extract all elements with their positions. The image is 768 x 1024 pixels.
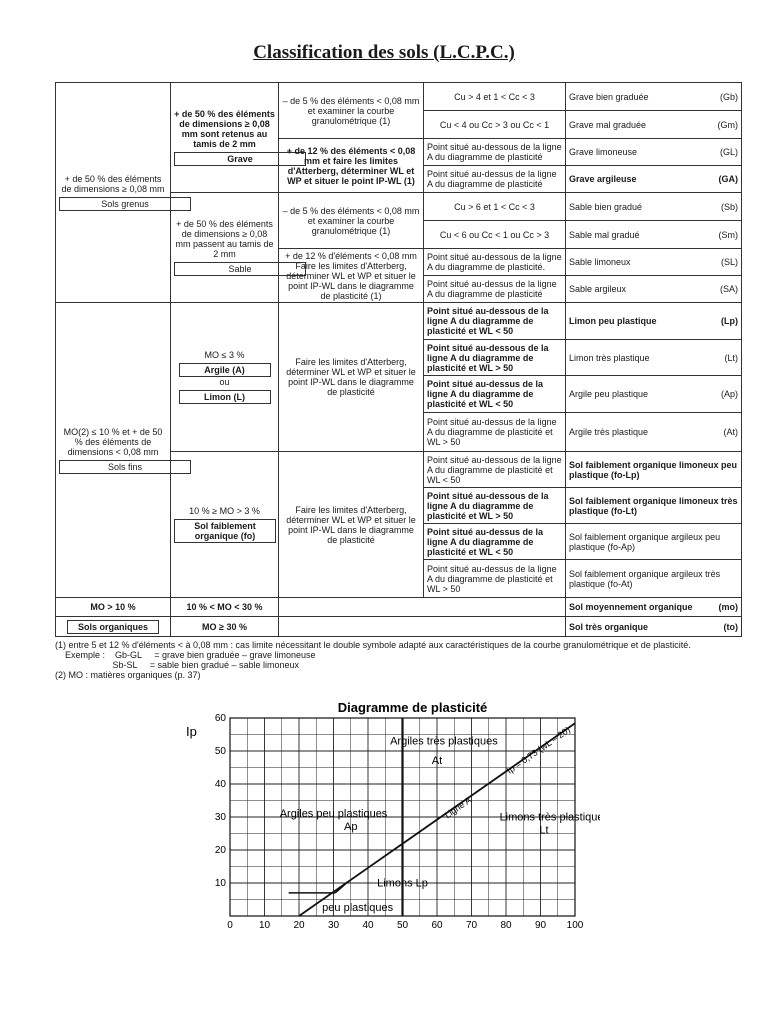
soil-symbol: (to)	[723, 621, 738, 632]
soil-name-cell: Grave mal graduée (Gm)	[566, 111, 742, 139]
mo-high-condition-cell: MO > 10 %	[56, 598, 171, 617]
soil-name-cell: Sable mal gradué (Sm)	[566, 221, 742, 249]
y-tick-label: 40	[214, 779, 226, 790]
soil-symbol: (fo-Ap)	[607, 541, 636, 552]
limon-box: Limon (L)	[179, 390, 271, 404]
soil-name-cell: Sol très organique (to)	[566, 617, 742, 637]
x-tick-label: 20	[293, 920, 305, 931]
soil-symbol: (fo-At)	[607, 578, 633, 589]
soil-name-cell: Sable bien gradué (Sb)	[566, 193, 742, 221]
organic-condition-cell: 10 % < MO < 30 %	[171, 598, 279, 617]
soil-symbol: (Lp)	[721, 316, 738, 326]
sols-organiques-cell	[56, 617, 171, 637]
sables-sub2: + de 12 % d'éléments < 0,08 mm Faire les limites d'Atterberg, déterminer WL et WP et situer le point IP-WL dans le diagramme de plasticité (1)	[279, 249, 424, 303]
soil-symbol: (GL)	[720, 147, 738, 157]
zone-label: Limons Lp	[377, 877, 428, 890]
zone-label: Argiles peu plastiques	[279, 808, 388, 820]
soil-symbol: (fo-Lt)	[611, 505, 638, 516]
graves-sub1: – de 5 % des éléments < 0,08 mm et examiner la courbe granulométrique (1)	[279, 83, 424, 139]
soil-symbol: (Gb)	[720, 91, 738, 102]
plasticity-chart	[180, 698, 600, 943]
criterion-cell: Point situé au-dessus de la ligne A du diagramme de plasticité	[424, 166, 566, 193]
classification-document	[55, 82, 741, 680]
soil-name-cell: Grave limoneuse (GL)	[566, 139, 742, 166]
zone-label: At	[431, 755, 443, 768]
criterion-cell: Cu > 6 et 1 < Cc < 3	[424, 193, 566, 221]
soil-name-cell: Argile peu plastique (Ap)	[566, 376, 742, 413]
x-tick-label: 30	[327, 920, 340, 931]
zone-label: peu plastiques	[322, 902, 394, 915]
zone-label: Lt	[539, 824, 549, 837]
x-tick-label: 60	[431, 920, 443, 931]
zone-label: Limons très plastiques	[499, 811, 600, 824]
zone-label: Argiles très plastiques	[390, 735, 498, 748]
criterion-cell: Point situé au-dessous de la ligne A du diagramme de plasticité	[424, 139, 566, 166]
soil-name-cell: Argile très plastique (At)	[566, 413, 742, 452]
ligne-a-label: Ligne A	[442, 794, 474, 821]
classification-table	[55, 82, 742, 637]
soil-name-cell: Sol moyennement organique (mo)	[566, 598, 742, 617]
criterion-cell: Point situé au-dessus de la ligne A du diagramme de plasticité et WL > 50	[424, 560, 566, 598]
soil-name-cell: Limon très plastique (Lt)	[566, 340, 742, 376]
y-tick-label: 30	[214, 812, 226, 823]
sol-faiblement-organique-box: Sol faiblement organique (fo)	[174, 519, 276, 543]
footnote-example-1: Exemple : Gb-GL = grave bien graduée – grave limoneuse	[55, 650, 316, 660]
sols-grenus-box: Sols grenus	[59, 197, 191, 211]
soil-name-cell: Limon peu plastique (Lp)	[566, 303, 742, 340]
criterion-cell: Point situé au-dessus de la ligne A du diagramme de plasticité et WL > 50	[424, 413, 566, 452]
sables-sub1: – de 5 % des éléments < 0,08 mm et examiner la courbe granulométrique (1)	[279, 193, 424, 249]
y-tick-label: 50	[214, 746, 226, 757]
soil-symbol: (Lt)	[724, 352, 738, 363]
soil-symbol: (GA)	[718, 174, 738, 184]
ligne-a-equation: Ip = 0,73 (wL – 20)	[504, 724, 573, 776]
footnote-2: (2) MO : matières organiques (p. 37)	[55, 670, 201, 680]
soil-symbol: (SA)	[720, 284, 738, 294]
criterion-cell: Cu < 4 ou Cc > 3 ou Cc < 1	[424, 111, 566, 139]
soil-symbol: (fo-Lp)	[611, 469, 640, 480]
soil-symbol: (Sb)	[720, 201, 738, 212]
x-tick-label: 40	[362, 920, 374, 931]
empty-cell	[279, 617, 566, 637]
criterion-cell: Point situé au-dessous de la ligne A du diagramme de plasticité et WL < 50	[424, 452, 566, 488]
criterion-cell: Point situé au-dessus de la ligne A du diagramme de plasticité et WL < 50	[424, 376, 566, 413]
soil-name-cell: Grave argileuse (GA)	[566, 166, 742, 193]
x-tick-label: 50	[396, 920, 409, 931]
mo-mid-sub: Faire les limites d'Atterberg, déterminer WL et WP et situer le point IP-WL dans le diagramme de plasticité	[279, 452, 424, 598]
soil-symbol: (Gm)	[717, 119, 738, 130]
mo-low-sub: Faire les limites d'Atterberg, déterminer WL et WP et situer le point IP-WL dans le diagramme de plasticité	[279, 303, 424, 452]
soil-symbol: (At)	[723, 427, 738, 437]
soil-name-cell: Sol faiblement organique limoneux très plastique (fo-Lt)	[566, 488, 742, 524]
footnote-example-2: Sb-SL = sable bien gradué – sable limoneux	[55, 660, 300, 670]
x-tick-label: 100	[566, 920, 584, 931]
criterion-cell: Point situé au-dessus de la ligne A du diagramme de plasticité	[424, 276, 566, 303]
criterion-cell: Cu > 4 et 1 < Cc < 3	[424, 83, 566, 111]
footnote-1: (1) entre 5 et 12 % d'éléments < à 0,08 mm : cas limite nécessitant le double symbole adapté aux caractéristiques de la courbe granulométrique et de plasticité.	[55, 640, 691, 650]
page-title: Classification des sols (L.C.P.C.)	[253, 42, 515, 63]
organic-condition-cell: MO ≥ 30 %	[171, 617, 279, 637]
sable-box: Sable	[174, 262, 306, 276]
chart-title: Diagramme de plasticité	[337, 700, 488, 715]
soil-symbol: (SL)	[720, 257, 738, 267]
y-tick-label: 10	[214, 878, 226, 889]
soil-name-cell: Grave bien graduée (Gb)	[566, 83, 742, 111]
mo-mid-condition-cell: 10 % ≥ MO > 3 % Sol faiblement organique (fo)	[171, 452, 279, 598]
soil-name-cell: Sol faiblement organique limoneux peu plastique (fo-Lp)	[566, 452, 742, 488]
soil-symbol: (mo)	[718, 602, 738, 612]
graves-condition-cell: + de 50 % des éléments de dimensions ≥ 0,08 mm sont retenus au tamis de 2 mm Grave	[171, 83, 279, 193]
soil-symbol: (Ap)	[720, 389, 738, 399]
x-tick-label: 90	[534, 920, 547, 931]
grave-box: Grave	[174, 152, 306, 166]
criterion-cell: Cu < 6 ou Cc < 1 ou Cc > 3	[424, 221, 566, 249]
soil-name-cell: Sable limoneux (SL)	[566, 249, 742, 276]
sols-grenus-cell: + de 50 % des éléments de dimensions ≥ 0,08 mm Sols grenus	[56, 83, 171, 303]
sols-fins-cell: MO(2) ≤ 10 % et + de 50 % des éléments de dimensions < 0,08 mm Sols fins	[56, 303, 171, 598]
criterion-cell: Point situé au-dessous de la ligne A du diagramme de plasticité et WL > 50	[424, 488, 566, 524]
footnotes	[55, 640, 741, 680]
y-axis-label: Ip	[186, 724, 197, 739]
sols-organiques-box: Sols organiques	[67, 620, 159, 634]
x-tick-label: 70	[465, 920, 478, 931]
plasticity-chart-svg	[180, 698, 600, 938]
empty-cell	[279, 598, 566, 617]
criterion-cell: Point situé au-dessous de la ligne A du diagramme de plasticité.	[424, 249, 566, 276]
mo-low-condition-cell: MO ≤ 3 % Argile (A) ou Limon (L)	[171, 303, 279, 452]
y-tick-label: 20	[214, 845, 226, 856]
criterion-cell: Point situé au-dessous de la ligne A du diagramme de plasticité et WL < 50	[424, 303, 566, 340]
sols-fins-box: Sols fins	[59, 460, 191, 474]
argile-box: Argile (A)	[179, 363, 271, 377]
soil-name-cell: Sol faiblement organique argileux très plastique (fo-At)	[566, 560, 742, 598]
x-tick-label: 0	[227, 920, 233, 931]
y-tick-label: 60	[214, 713, 226, 724]
ligne-a-toe	[335, 882, 347, 893]
criterion-cell: Point situé au-dessus de la ligne A du diagramme de plasticité et WL < 50	[424, 524, 566, 560]
criterion-cell: Point situé au-dessous de la ligne A du diagramme de plasticité et WL > 50	[424, 340, 566, 376]
x-tick-label: 80	[500, 920, 512, 931]
soil-name-cell: Sable argileux (SA)	[566, 276, 742, 303]
graves-sub2: + de 12 % des éléments < 0,08 mm et faire les limites d'Atterberg, déterminer WL et WP et situer le point IP-WL (1)	[279, 139, 424, 193]
soil-symbol: (Sm)	[718, 229, 738, 240]
x-tick-label: 10	[258, 920, 271, 931]
soil-name-cell: Sol faiblement organique argileux peu plastique (fo-Ap)	[566, 524, 742, 560]
zone-label: Ap	[344, 821, 358, 834]
sables-condition-cell: + de 50 % des éléments de dimensions ≥ 0,08 mm passent au tamis de 2 mm Sable	[171, 193, 279, 303]
